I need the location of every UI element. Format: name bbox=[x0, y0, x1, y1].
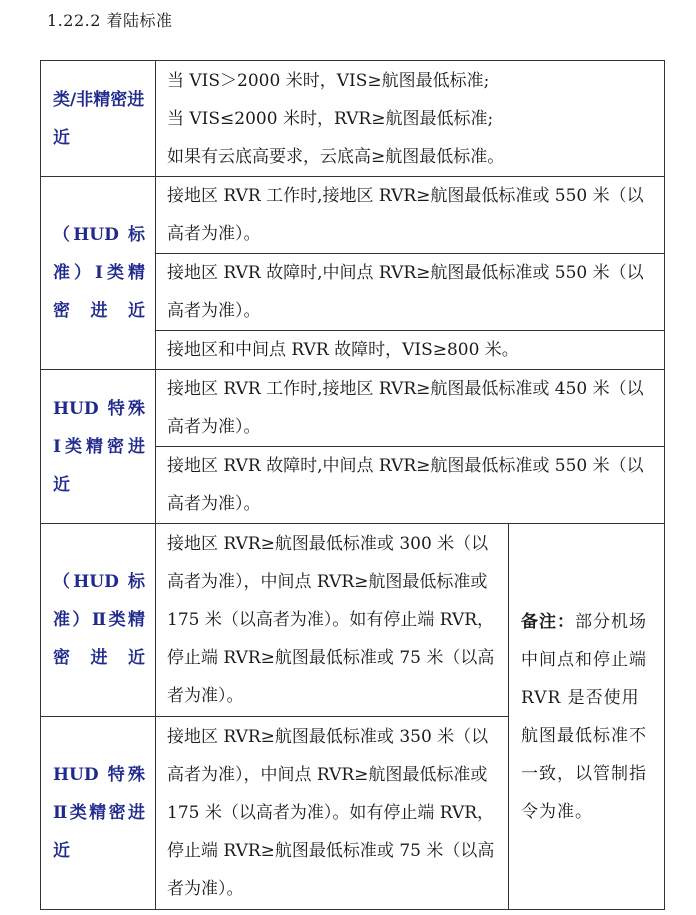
standard-line: 如果有云底高要求，云底高≥航图最低标准。 bbox=[167, 146, 505, 167]
note-label: 备注： bbox=[521, 611, 575, 632]
standard-cell: 接地区和中间点 RVR 故障时，VIS≥800 米。 bbox=[156, 331, 665, 370]
table-row bbox=[41, 177, 665, 254]
standard-cell: 接地区 RVR≥航图最低标准或 350 米（以高者为准），中间点 RVR≥航图最低标准或 175 米（以高者为准）。如有停止端 RVR，停止端 RVR≥航图最低标准或 75 米（以高者为准）。 bbox=[156, 717, 509, 910]
standard-cell: 接地区 RVR≥航图最低标准或 300 米（以高者为准），中间点 RVR≥航图最低标准或 175 米（以高者为准）。如有停止端 RVR，停止端 RVR≥航图最低标准或 75 米（以高者为准）。 bbox=[156, 524, 509, 717]
standard-line: 当 VIS≤2000 米时，RVR≥航图最低标准; bbox=[167, 108, 494, 129]
category-cell: （HUD 标准）Ⅰ类精密进近 bbox=[41, 177, 156, 370]
category-cell: 类/非精密进近 bbox=[41, 61, 156, 177]
table-row bbox=[41, 524, 665, 717]
category-cell: HUD 特殊Ⅱ类精密进近 bbox=[41, 717, 156, 910]
category-cell: HUD 特殊Ⅰ类精密进近 bbox=[41, 370, 156, 524]
standard-line: 当 VIS＞2000 米时，VIS≥航图最低标准; bbox=[167, 70, 490, 91]
section-heading: 1.22.2 着陆标准 bbox=[47, 11, 173, 30]
standard-cell: 接地区 RVR 工作时,接地区 RVR≥航图最低标准或 550 米（以高者为准）。 bbox=[156, 177, 665, 254]
note-cell bbox=[509, 524, 665, 910]
category-cell: （HUD 标准）Ⅱ类精密进近 bbox=[41, 524, 156, 717]
standard-cell: 接地区 RVR 工作时,接地区 RVR≥航图最低标准或 450 米（以高者为准）。 bbox=[156, 370, 665, 447]
standard-cell: 接地区 RVR 故障时,中间点 RVR≥航图最低标准或 550 米（以高者为准）。 bbox=[156, 254, 665, 331]
standard-cell bbox=[156, 61, 665, 177]
standard-cell: 接地区 RVR 故障时,中间点 RVR≥航图最低标准或 550 米（以高者为准）。 bbox=[156, 447, 665, 524]
table-row bbox=[41, 61, 665, 177]
landing-standards-table bbox=[40, 60, 665, 910]
table-row bbox=[41, 370, 665, 447]
note-text: 部分机场中间点和停止端 RVR 是否使用航图最低标准不一致，以管制指令为准。 bbox=[521, 611, 647, 822]
